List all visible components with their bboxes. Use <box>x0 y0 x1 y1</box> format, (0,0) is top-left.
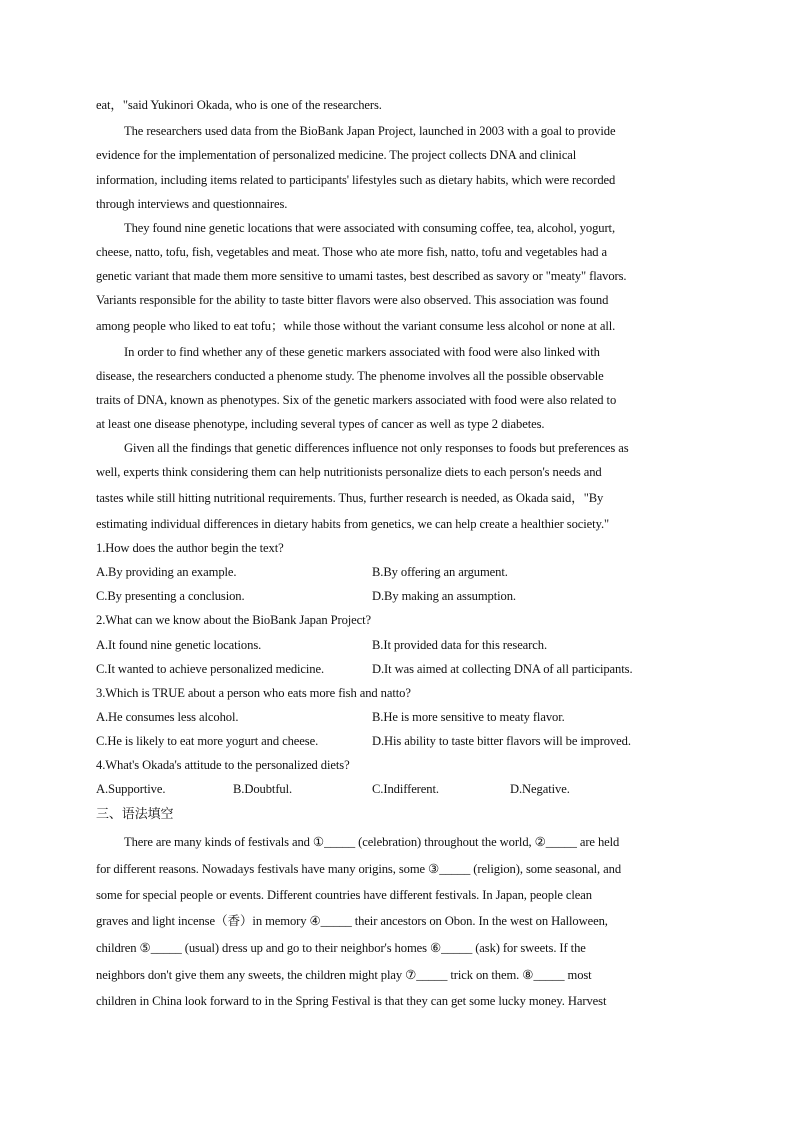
passage-line: estimating individual differences in dietary habits from genetics, we can help create a healthier society." <box>96 517 610 531</box>
option-d: D.His ability to taste bitter flavors will be improved. <box>372 734 631 748</box>
passage-line: They found nine genetic locations that were associated with consuming coffee, tea, alcohol, yogurt, <box>124 221 616 235</box>
option-b: B.Doubtful. <box>233 782 293 796</box>
option-c: C.He is likely to eat more yogurt and cheese. <box>96 734 319 748</box>
grammar-line: graves and light incense（香）in memory ④_____ their ancestors on Obon. In the west on Halloween, <box>96 914 608 928</box>
passage-line: disease, the researchers conducted a phenome study. The phenome involves all the possible observable <box>96 369 604 383</box>
question-stem: 4.What's Okada's attitude to the personalized diets? <box>96 758 350 772</box>
passage-line: genetic variant that made them more sensitive to umami tastes, best described as savory or "meaty" flavors. <box>96 269 627 283</box>
passage-line: eat，"said Yukinori Okada, who is one of the researchers. <box>96 98 382 112</box>
option-a: A.By providing an example. <box>96 565 237 579</box>
option-d: D.Negative. <box>510 782 570 796</box>
question-stem: 3.Which is TRUE about a person who eats more fish and natto? <box>96 686 411 700</box>
option-a: A.It found nine genetic locations. <box>96 638 262 652</box>
question-stem: 1.How does the author begin the text? <box>96 541 284 555</box>
passage-line: traits of DNA, known as phenotypes. Six of the genetic markers associated with food were also related to <box>96 393 617 407</box>
option-c: C.Indifferent. <box>372 782 439 796</box>
grammar-line: for different reasons. Nowadays festivals have many origins, some ③_____ (religion), some seasonal, and <box>96 862 622 876</box>
grammar-line: neighbors don't give them any sweets, the children might play ⑦_____ trick on them. ⑧_____ most <box>96 968 592 982</box>
passage-line: In order to find whether any of these genetic markers associated with food were also linked with <box>124 345 600 359</box>
option-b: B.He is more sensitive to meaty flavor. <box>372 710 565 724</box>
grammar-line: children ⑤_____ (usual) dress up and go to their neighbor's homes ⑥_____ (ask) for sweets. If the <box>96 941 586 955</box>
question-stem: 2.What can we know about the BioBank Japan Project? <box>96 613 372 627</box>
option-a: A.Supportive. <box>96 782 166 796</box>
passage-line: Given all the findings that genetic differences influence not only responses to foods but preferences as <box>124 441 629 455</box>
grammar-line: some for special people or events. Different countries have different festivals. In Japan, people clean <box>96 888 592 902</box>
option-b: B.It provided data for this research. <box>372 638 547 652</box>
passage-line: The researchers used data from the BioBank Japan Project, launched in 2003 with a goal to provide <box>124 124 616 138</box>
passage-line: evidence for the implementation of personalized medicine. The project collects DNA and clinical <box>96 148 577 162</box>
option-c: C.By presenting a conclusion. <box>96 589 245 603</box>
grammar-line: children in China look forward to in the Spring Festival is that they can get some lucky money. Harvest <box>96 994 607 1008</box>
passage-line: tastes while still hitting nutritional requirements. Thus, further research is needed, as Okada said，"By <box>96 491 604 505</box>
passage-line: cheese, natto, tofu, fish, vegetables and meat. Those who ate more fish, natto, tofu and vegetables had a <box>96 245 608 259</box>
passage-line: at least one disease phenotype, including several types of cancer as well as type 2 diabetes. <box>96 417 545 431</box>
passage-line: through interviews and questionnaires. <box>96 197 288 211</box>
section-heading: 三、语法填空 <box>96 807 174 822</box>
passage-line: information, including items related to participants' lifestyles such as dietary habits, which were recorded <box>96 173 616 187</box>
passage-line: among people who liked to eat tofu；while those without the variant consume less alcohol or none at all. <box>96 319 616 333</box>
option-a: A.He consumes less alcohol. <box>96 710 239 724</box>
grammar-line: There are many kinds of festivals and ①_____ (celebration) throughout the world, ②_____ are held <box>124 835 620 849</box>
option-c: C.It wanted to achieve personalized medicine. <box>96 662 325 676</box>
passage-line: well, experts think considering them can help nutritionists personalize diets to each person's needs and <box>96 465 602 479</box>
option-d: D.It was aimed at collecting DNA of all participants. <box>372 662 633 676</box>
option-d: D.By making an assumption. <box>372 589 516 603</box>
option-b: B.By offering an argument. <box>372 565 508 579</box>
passage-line: Variants responsible for the ability to taste bitter flavors were also observed. This association was found <box>96 293 609 307</box>
